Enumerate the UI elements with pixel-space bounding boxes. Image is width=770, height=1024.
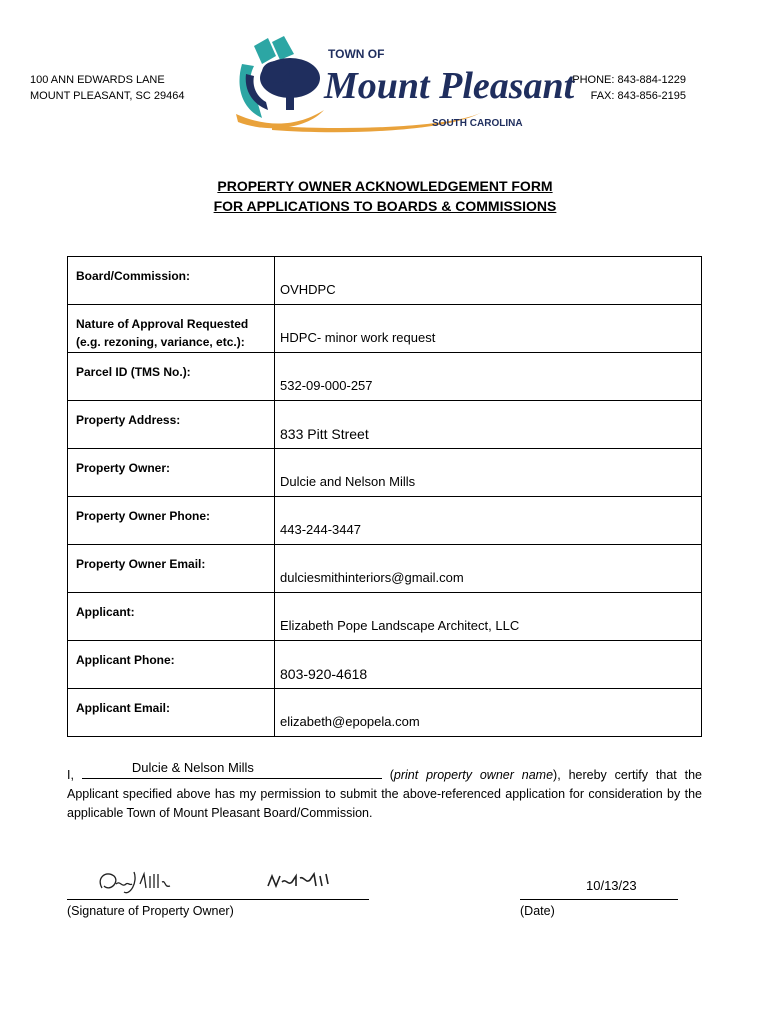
field-label: Property Address: <box>68 401 275 449</box>
signature-label: (Signature of Property Owner) <box>67 904 234 918</box>
owner-signature-icon <box>92 862 352 902</box>
field-label: Applicant: <box>68 593 275 641</box>
field-value: Dulcie and Nelson Mills <box>280 474 416 489</box>
field-value-cell[interactable] <box>275 353 702 401</box>
field-label: Applicant Email: <box>68 689 275 737</box>
field-value: 803-920-4618 <box>280 666 368 682</box>
field-value-cell[interactable] <box>275 689 702 737</box>
form-row <box>68 353 702 401</box>
field-value-cell[interactable] <box>275 449 702 497</box>
field-value: Elizabeth Pope Landscape Architect, LLC <box>280 618 520 633</box>
field-value-cell[interactable] <box>275 305 702 353</box>
field-value: 443-244-3447 <box>280 522 361 537</box>
owner-name-field[interactable] <box>82 760 382 779</box>
form-row <box>68 641 702 689</box>
address-line-2: MOUNT PLEASANT, SC 29464 <box>30 90 185 102</box>
certification-paragraph: I, Dulcie & Nelson Mills (print property owner name), hereby certify that the Applicant specified above has my permission to submit the above-referenced application for consideration by the applicable Town of Mount Pleasant Board/Commission. <box>67 760 703 820</box>
form-row <box>68 689 702 737</box>
field-label: Applicant Phone: <box>68 641 275 689</box>
cert-body: ), hereby certify that the Applicant specified above has my permission to submit the above-referenced application for consideration by the applicable Town of Mount Pleasant Board/Commission. <box>67 768 703 820</box>
fax-number: FAX: 843-856-2195 <box>590 90 686 102</box>
form-title <box>0 176 770 216</box>
field-value-cell[interactable] <box>275 497 702 545</box>
town-logo <box>232 34 575 132</box>
field-value-cell[interactable] <box>275 545 702 593</box>
form-row <box>68 449 702 497</box>
date-label: (Date) <box>520 904 555 918</box>
form-row <box>68 257 702 305</box>
signature-line[interactable] <box>67 899 369 900</box>
form-table <box>67 256 702 737</box>
field-label: Board/Commission: <box>68 257 275 305</box>
field-label: Property Owner: <box>68 449 275 497</box>
field-value: dulciesmithinteriors@gmail.com <box>280 570 464 585</box>
field-value: 833 Pitt Street <box>280 426 369 442</box>
field-value: 532-09-000-257 <box>280 378 373 393</box>
phone-number: PHONE: 843-884-1229 <box>572 74 686 86</box>
town-contact <box>572 72 686 104</box>
field-value-cell[interactable] <box>275 593 702 641</box>
form-title-line-1: PROPERTY OWNER ACKNOWLEDGEMENT FORM <box>217 178 553 194</box>
address-line-1: 100 ANN EDWARDS LANE <box>30 74 165 86</box>
owner-name-value: Dulcie & Nelson Mills <box>131 760 254 775</box>
field-label: Property Owner Email: <box>68 545 275 593</box>
form-title-line-2: FOR APPLICATIONS TO BOARDS & COMMISSIONS <box>213 198 557 214</box>
field-value-cell[interactable] <box>275 641 702 689</box>
field-label: Parcel ID (TMS No.): <box>68 353 275 401</box>
town-address <box>30 72 184 104</box>
cert-hint: print property owner name <box>393 768 554 782</box>
logo-town-of: TOWN OF <box>328 47 385 61</box>
field-label: Nature of Approval Requested (e.g. rezoning, variance, etc.): <box>68 305 275 353</box>
logo-town-name: Mount Pleasant <box>324 65 575 107</box>
field-value-cell[interactable] <box>275 257 702 305</box>
form-row <box>68 545 702 593</box>
field-value-cell[interactable] <box>275 401 702 449</box>
field-label: Property Owner Phone: <box>68 497 275 545</box>
cert-prefix: I, <box>67 768 74 782</box>
form-row <box>68 593 702 641</box>
field-value: OVHDPC <box>280 282 336 297</box>
logo-state: SOUTH CAROLINA <box>432 118 523 129</box>
field-value: HDPC- minor work request <box>280 330 436 345</box>
date-value: 10/13/23 <box>586 878 637 893</box>
form-row <box>68 305 702 353</box>
field-value: elizabeth@epopela.com <box>280 714 420 729</box>
date-line[interactable] <box>520 899 678 900</box>
form-row <box>68 497 702 545</box>
form-row <box>68 401 702 449</box>
